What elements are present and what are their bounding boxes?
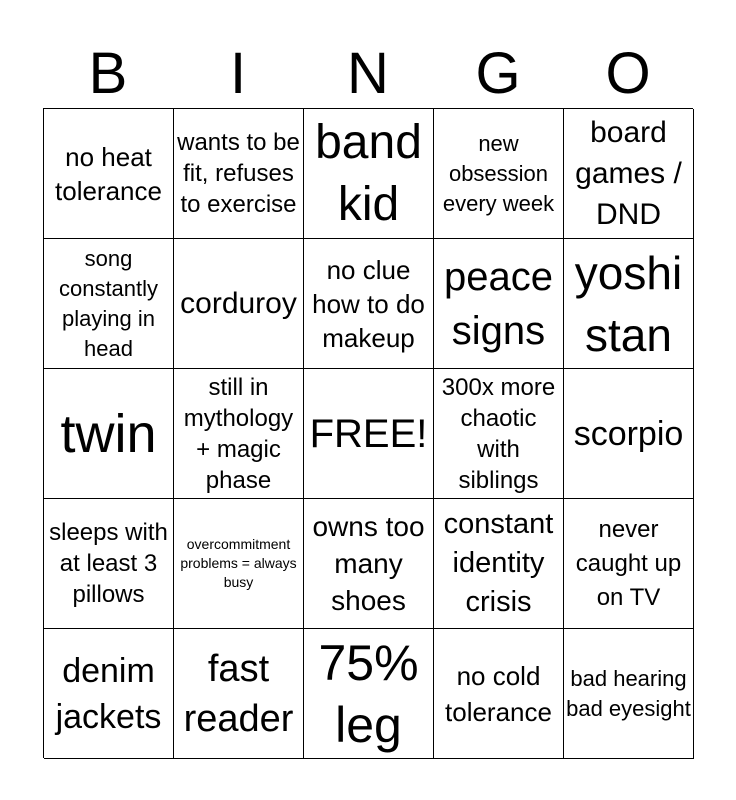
cell-text: peace signs	[444, 254, 553, 353]
cell-text: yoshi stan	[574, 246, 683, 361]
cell-text: twin	[60, 403, 157, 464]
bingo-cell[interactable]	[304, 499, 434, 629]
header-letter-o: O	[605, 41, 651, 106]
header-letter-i: I	[229, 41, 247, 106]
header-letter-n: N	[347, 41, 389, 106]
cell-text: 300x more chaotic with siblings	[441, 373, 556, 494]
bingo-board	[43, 108, 693, 758]
bingo-cell[interactable]	[304, 239, 434, 369]
header-letter-b: B	[88, 41, 128, 106]
cell-text: sleeps with at least 3 pillows	[49, 519, 168, 608]
cell-text: corduroy	[180, 286, 297, 320]
bingo-cell[interactable]	[44, 369, 174, 499]
cell-text: board games / DND	[575, 116, 682, 231]
bingo-header	[43, 40, 693, 108]
bingo-cell[interactable]	[304, 629, 434, 759]
bingo-cell[interactable]	[564, 369, 694, 499]
cell-text: new obsession every week	[442, 130, 555, 216]
cell-text: no cold tolerance	[445, 660, 552, 727]
cell-text: song constantly playing in head	[58, 245, 159, 361]
cell-text: 75% leg	[318, 634, 419, 753]
bingo-cell[interactable]	[44, 629, 174, 759]
cell-text: fast reader	[183, 647, 294, 740]
cell-text: band kid	[315, 115, 422, 231]
bingo-cell[interactable]	[174, 109, 304, 239]
cell-text: owns too many shoes	[312, 511, 425, 616]
cell-text: wants to be fit, refuses to exercise	[177, 129, 300, 218]
bingo-cell[interactable]	[174, 369, 304, 499]
bingo-cell[interactable]	[44, 499, 174, 629]
bingo-cell[interactable]	[564, 629, 694, 759]
bingo-cell[interactable]	[564, 109, 694, 239]
bingo-cell[interactable]	[44, 239, 174, 369]
bingo-cell[interactable]	[304, 109, 434, 239]
cell-text: overcommitment problems = always busy	[180, 536, 297, 590]
cell-text: bad hearing bad eyesight	[566, 665, 691, 721]
cell-text: no clue how to do makeup	[312, 254, 425, 353]
header-letter-g: G	[475, 41, 521, 106]
bingo-cell[interactable]	[174, 239, 304, 369]
cell-text: constant identity crisis	[443, 508, 554, 618]
bingo-cell[interactable]	[434, 109, 564, 239]
cell-text: denim jackets	[55, 651, 162, 736]
bingo-cell[interactable]	[434, 629, 564, 759]
cell-text: scorpio	[573, 414, 684, 453]
cell-text: still in mythology + magic phase	[183, 373, 294, 494]
cell-text: never caught up on TV	[575, 515, 682, 611]
bingo-cell[interactable]	[434, 499, 564, 629]
bingo-cell[interactable]	[564, 239, 694, 369]
cell-text: FREE!	[309, 411, 428, 456]
bingo-cell[interactable]	[434, 369, 564, 499]
bingo-cell[interactable]	[174, 629, 304, 759]
cell-text: no heat tolerance	[55, 141, 162, 206]
bingo-cell[interactable]	[304, 369, 434, 499]
bingo-cell[interactable]	[174, 499, 304, 629]
bingo-cell[interactable]	[44, 109, 174, 239]
bingo-cell[interactable]	[564, 499, 694, 629]
bingo-cell[interactable]	[434, 239, 564, 369]
